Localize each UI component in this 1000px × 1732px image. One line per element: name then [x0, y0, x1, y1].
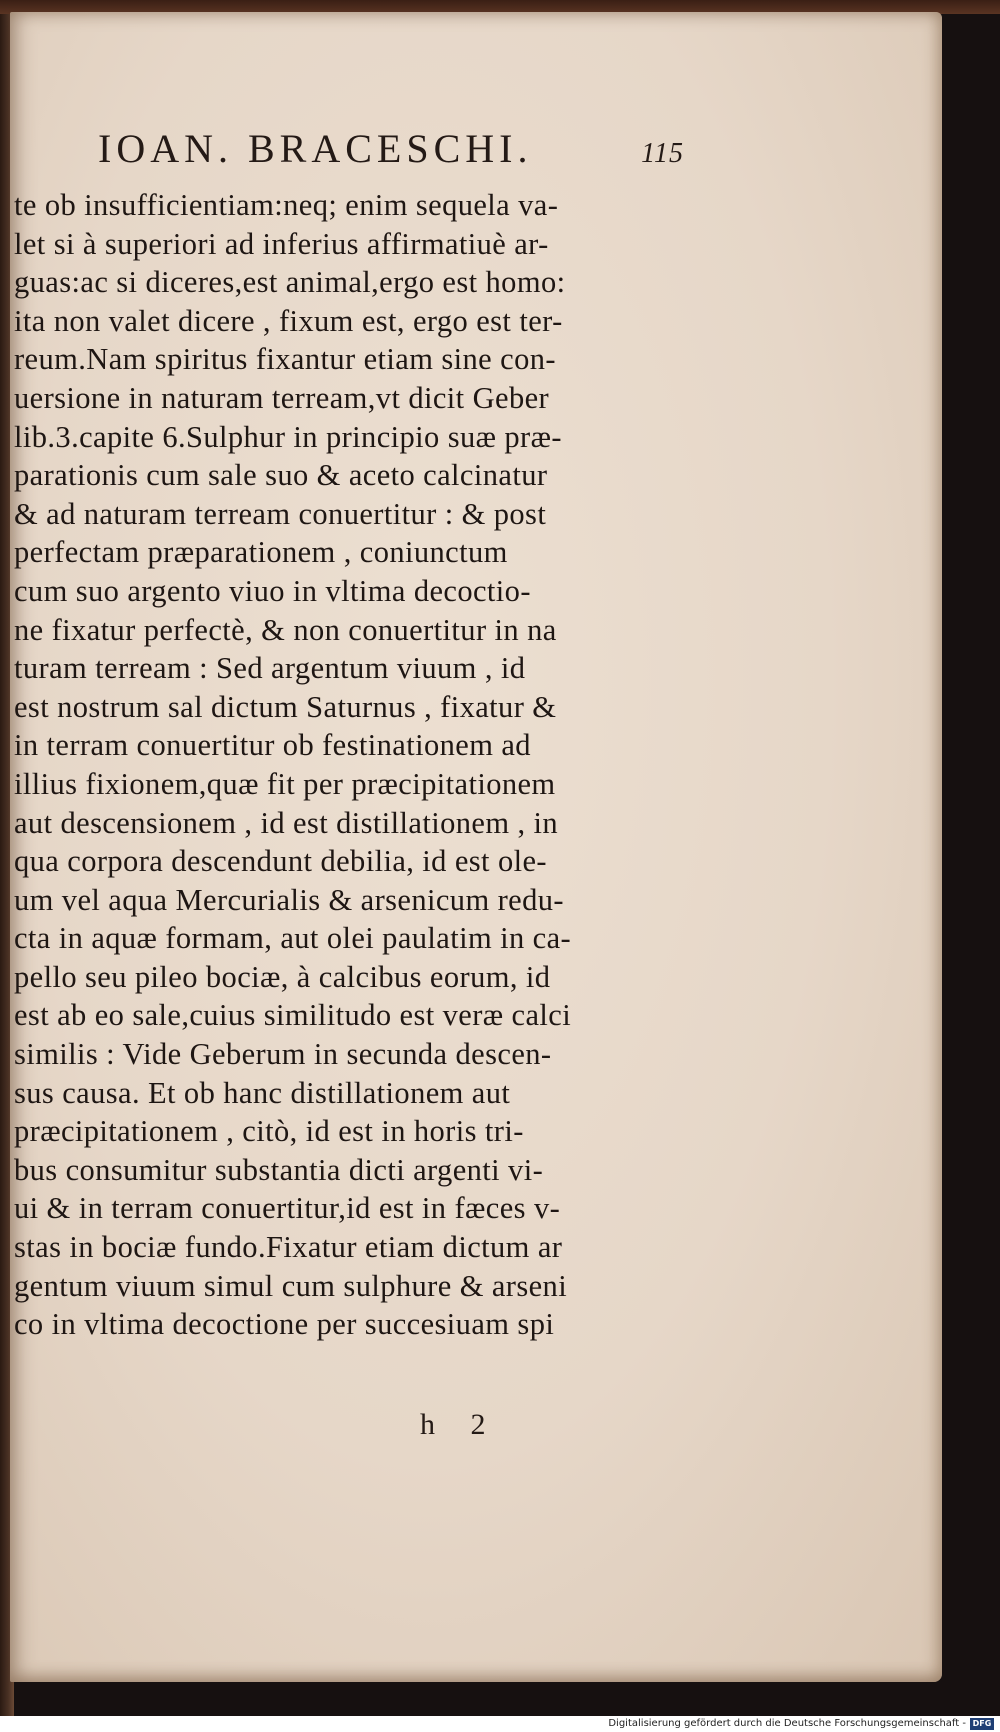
dfg-logo: DFG: [970, 1718, 994, 1730]
text-line: præcipitationem , citò, id est in horis tri-: [14, 1114, 524, 1149]
book-page: [10, 12, 942, 1682]
text-line: cum suo argento viuo in vltima decoctio-: [14, 573, 531, 608]
text-line: co in vltima decoctione per succesiuam spi: [14, 1307, 555, 1342]
text-line: lib.3.capite 6.Sulphur in principio suæ præ-: [14, 419, 562, 454]
body-text: [14, 186, 694, 1344]
page-number: 115: [641, 138, 684, 169]
text-line: perfectam præparationem , coniunctum: [14, 535, 508, 570]
text-line: ne fixatur perfectè, & non conuertitur in na: [14, 612, 557, 647]
text-line: te ob insufficientiam:neq; enim sequela va-: [14, 188, 559, 222]
text-line: guas:ac si diceres,est animal,ergo est homo:: [14, 265, 566, 300]
text-line: let si à superiori ad inferius affirmatiuè ar-: [14, 226, 549, 261]
text-line: illius fixionem,quæ fit per præcipitationem: [14, 766, 556, 801]
text-line: sus causa. Et ob hanc distillationem aut: [14, 1075, 511, 1110]
text-line: aut descensionem , id est distillationem , in: [14, 805, 559, 840]
running-head: [98, 125, 698, 175]
text-line: in terram conuertitur ob festinationem ad: [14, 728, 531, 763]
text-line: & ad naturam terream conuertitur : & post: [14, 496, 547, 531]
text-line: qua corpora descendunt debilia, id est ole-: [14, 844, 547, 879]
text-line: ita non valet dicere , fixum est, ergo est ter-: [14, 303, 563, 338]
digitization-credit: Digitalisierung gefördert durch die Deutsche Forschungsgemeinschaft -: [608, 1718, 966, 1729]
text-line: parationis cum sale suo & aceto calcinatur: [14, 458, 548, 493]
text-line: bus consumitur substantia dicti argenti vi-: [14, 1152, 544, 1187]
running-head-title: IOAN. BRACESCHI.: [98, 126, 533, 171]
text-line: ui & in terram conuertitur,id est in fæces v-: [14, 1191, 561, 1226]
signature-mark: h 2: [420, 1408, 500, 1441]
text-line: reum.Nam spiritus fixantur etiam sine con-: [14, 342, 556, 377]
text-line: um vel aqua Mercurialis & arsenicum redu-: [14, 882, 564, 917]
text-line: similis : Vide Geberum in secunda descen-: [14, 1037, 552, 1072]
text-line: turam terream : Sed argentum viuum , id: [14, 651, 526, 686]
text-line: cta in aquæ formam, aut olei paulatim in ca-: [14, 921, 572, 956]
text-line: est nostrum sal dictum Saturnus , fixatur &: [14, 689, 557, 724]
text-line: est ab eo sale,cuius similitudo est veræ calci: [14, 998, 572, 1033]
text-line: stas in bociæ fundo.Fixatur etiam dictum ar: [14, 1230, 563, 1265]
text-line: uersione in naturam terream,vt dicit Geber: [14, 380, 550, 415]
text-line: pello seu pileo bociæ, à calcibus eorum, id: [14, 959, 551, 994]
text-line: gentum viuum simul cum sulphure & arseni: [14, 1268, 568, 1303]
